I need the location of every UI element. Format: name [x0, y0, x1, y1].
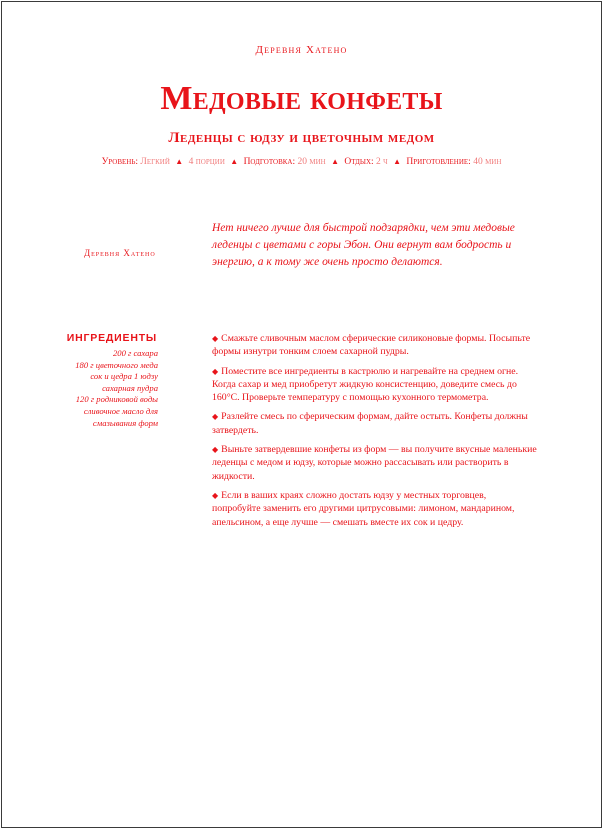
village-header: Деревня Хатено — [255, 44, 348, 56]
diamond-bullet-icon: ◆ — [212, 334, 219, 343]
step-item — [212, 365, 537, 405]
cook-value: 40 мин — [473, 157, 502, 167]
step-text: Поместите все ингредиенты в кастрюлю и нагревайте на среднем огне. Когда сахар и мед приобретут жидкую консистенцию, доведите смесь до 160°C. Проверьте температуру с помощью кухонного термометра. — [212, 365, 519, 404]
step-item — [212, 489, 537, 529]
recipe-page — [1, 1, 602, 828]
triangle-icon: ▲ — [331, 157, 339, 166]
rest-label: Отдых: — [344, 157, 374, 167]
ingredient-item: сливочное масло для — [83, 405, 158, 416]
diamond-bullet-icon: ◆ — [212, 412, 219, 422]
triangle-icon: ▲ — [393, 157, 402, 166]
ingredients-heading: ИНГРЕДИЕНТЫ — [66, 332, 157, 344]
level-value: Легкий — [140, 157, 170, 167]
cook-label: Приготовление: — [406, 157, 471, 167]
triangle-icon: ▲ — [175, 157, 184, 166]
prep-value: 20 мин — [297, 157, 326, 167]
step-text: Если в ваших краях сложно достать юдзу у местных торговцев, попробуйте заменить его другими цитрусовыми: лимоном, мандарином, апельсином, а еще лучше — смешать вместе их сок и цедру. — [212, 489, 515, 528]
step-text: Разлейте смесь по сферическим формам, дайте остыть. Конфеты должны затвердеть. — [212, 411, 528, 436]
ingredients-list — [42, 348, 158, 429]
prep-label: Подготовка: — [243, 157, 296, 167]
steps-list — [212, 332, 537, 535]
triangle-icon: ▲ — [230, 157, 239, 166]
ingredient-item: 200 г сахара — [112, 348, 158, 358]
step-item — [212, 443, 537, 483]
recipe-title: Медовые конфеты — [160, 80, 443, 117]
recipe-subtitle: Леденцы с юдзу и цветочным медом — [168, 130, 435, 146]
ingredient-item: сок и цедра 1 юдзу — [90, 371, 158, 382]
step-text: Смажьте сливочным маслом сферические силиконовые формы. Посыпьте формы изнутри тонким слоем сахарной пудры. — [212, 333, 531, 358]
step-item — [212, 410, 537, 437]
ingredient-item: смазывания форм — [92, 417, 158, 428]
village-side-label: Деревня Хатено — [84, 248, 156, 258]
step-item — [212, 332, 537, 359]
level-label: Уровень: — [101, 157, 138, 167]
diamond-bullet-icon: ◆ — [212, 366, 219, 376]
ingredient-item: 120 г родниковой воды — [75, 394, 158, 405]
diamond-bullet-icon: ◆ — [212, 445, 219, 455]
diamond-bullet-icon: ◆ — [212, 490, 219, 500]
portions-value: 4 порции — [188, 157, 225, 167]
ingredient-item: сахарная пудра — [102, 382, 158, 393]
step-text: Выньте затвердевшие конфеты из форм — вы получите вкусные маленькие леденцы с медом и юдзу, которые можно рассасывать или растворить в жидкости. — [212, 444, 537, 482]
intro-text: Нет ничего лучше для быстрой подзарядки, чем эти медовые леденцы с цветами с горы Эбон. Они вернут вам бодрость и энергию, а к тому же очень просто делаются. — [212, 222, 515, 268]
recipe-meta — [2, 157, 601, 167]
ingredient-item: 180 г цветочного меда — [75, 359, 158, 370]
rest-value: 2 ч — [376, 157, 388, 167]
